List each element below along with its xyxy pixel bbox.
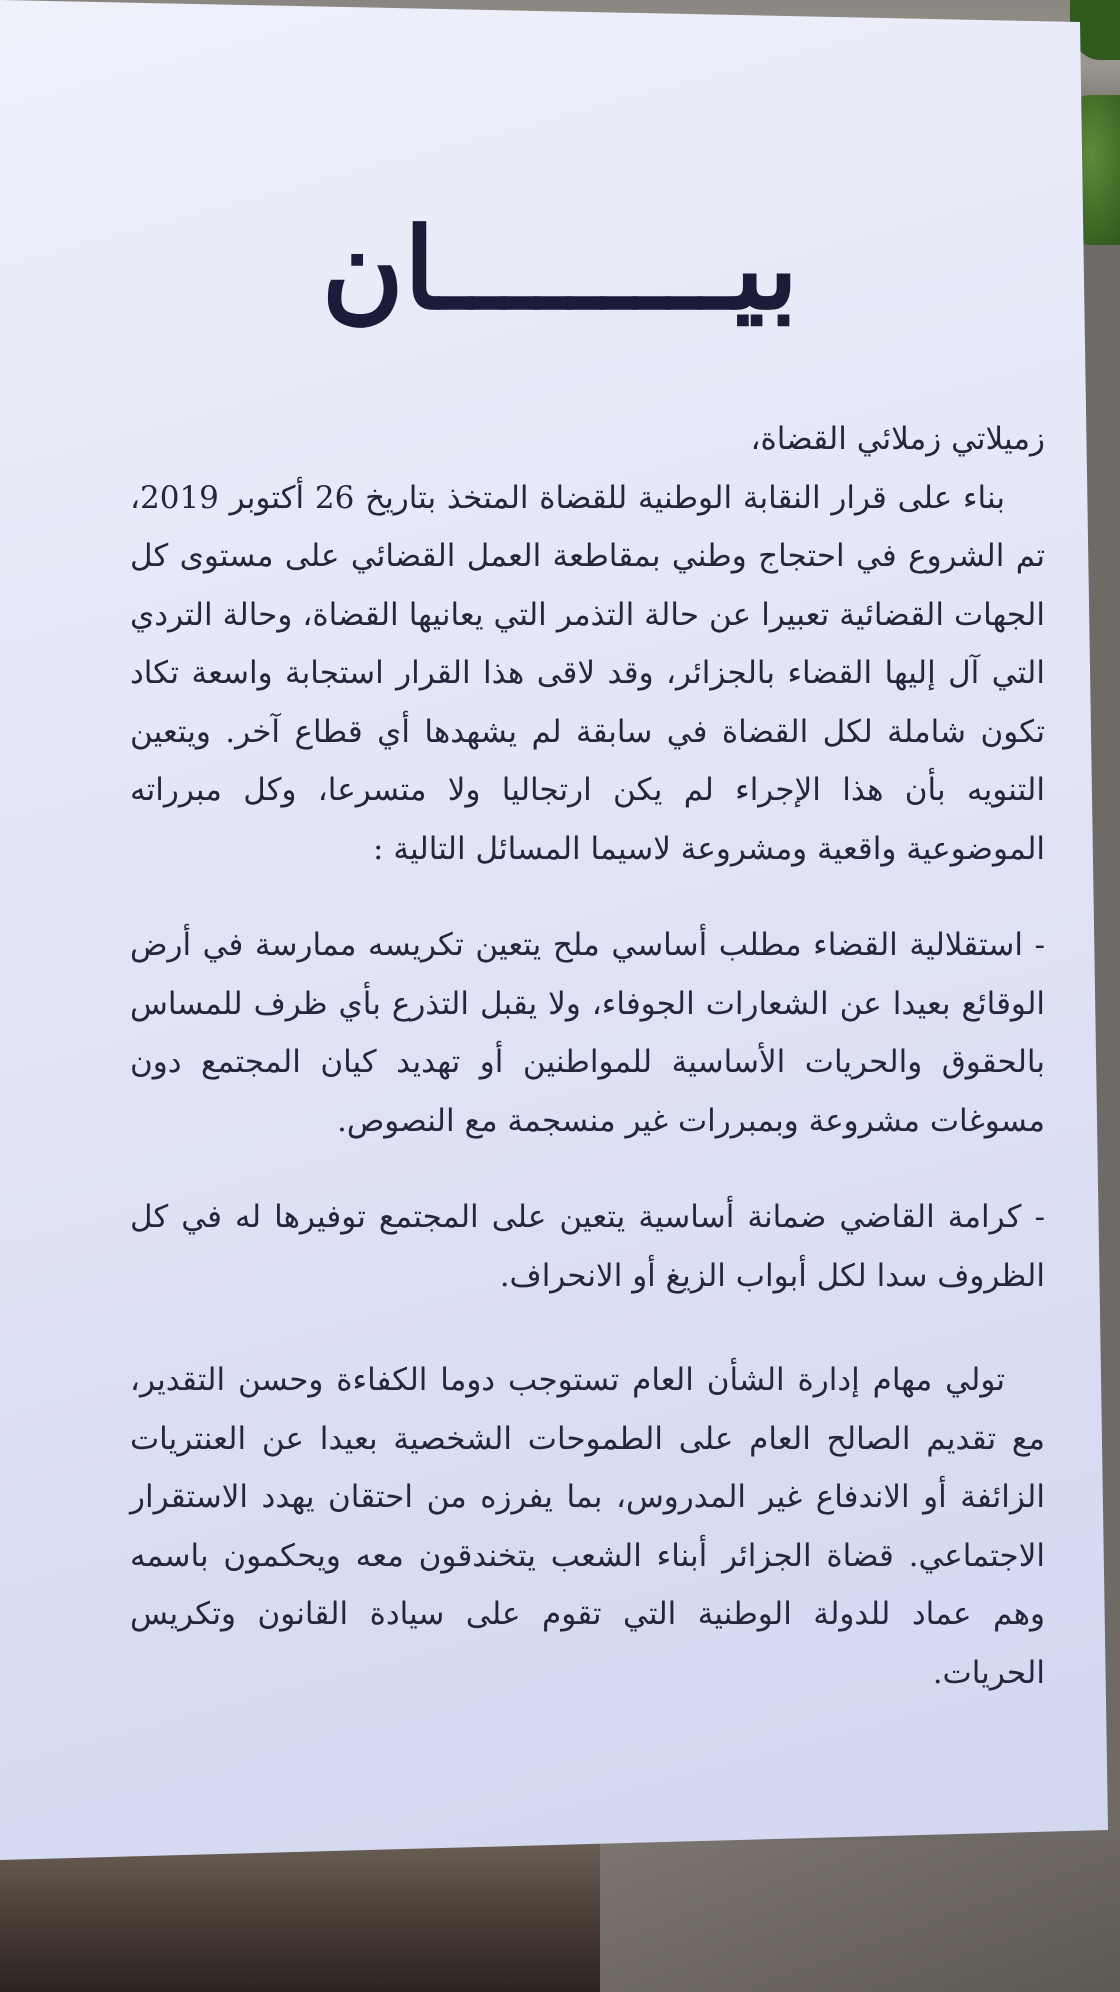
point-judicial-independence: - استقلالية القضاء مطلب أساسي ملح يتعين تكريسه ممارسة في أرض الوقائع بعيدا عن الشعارات الجوفاء، ولا يقبل التذرع بأي ظرف للمساس بالحقوق والحريات الأساسية للمواطنين أو تهديد كيان المجتمع دون مسوغات مشروعة وبمبررات غير منسجمة مع النصوص. (130, 927, 1045, 1139)
closing-paragraph: تولي مهام إدارة الشأن العام تستوجب دوما الكفاءة وحسن التقدير، مع تقديم الصالح العام على الطموحات الشخصية بعيدا عن العنتريات الزائفة أو الاندفاع غير المدروس، بما يفرزه من احتقان يهدد الاستقرار الاجتماعي. قضاة الجزائر أبناء الشعب يتخندقون معه ويحكمون باسمه وهم عماد للدولة الوطنية التي تقوم على سيادة القانون وتكريس الحريات. (130, 1362, 1045, 1691)
document-title: بيـــــــــان (321, 204, 799, 335)
stone-surface-bottom-right (600, 1840, 1120, 1992)
salutation: زميلاتي زملائي القضاة، (750, 421, 1045, 457)
intro-paragraph: بناء على قرار النقابة الوطنية للقضاة المتخذ بتاريخ 26 أكتوبر 2019، تم الشروع في احتجاج وطني بمقاطعة العمل القضائي على مستوى كل الجهات القضائية تعبيرا عن حالة التذمر التي يعانيها القضاة، وحالة التردي التي آل إليها القضاء بالجزائر، وقد لاقى هذا القرار استجابة واسعة تكاد تكون شاملة لكل القضاة في سابقة لم يشهدها أي قطاع آخر. ويتعين التنويه بأن هذا الإجراء لم يكن ارتجاليا ولا متسرعا، وكل مبرراته الموضوعية واقعية ومشروعة لاسيما المسائل التالية : (130, 479, 1045, 867)
point-judge-dignity: - كرامة القاضي ضمانة أساسية يتعين على المجتمع توفيرها له في كل الظروف سدا لكل أبواب الزيغ أو الانحراف. (130, 1199, 1045, 1294)
document-body (130, 410, 1045, 1702)
